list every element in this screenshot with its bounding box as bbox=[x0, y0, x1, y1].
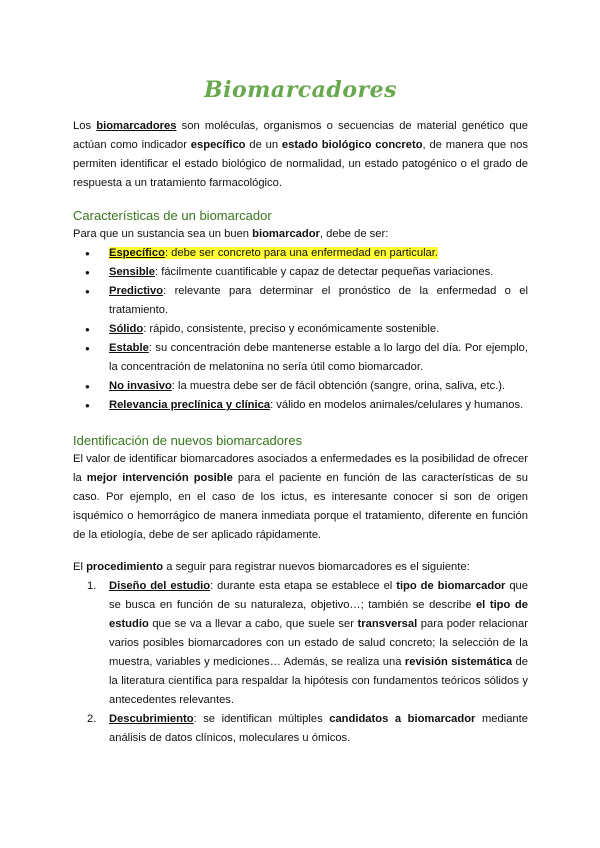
step-bold: tipo de biomarcador bbox=[396, 580, 506, 592]
procedure-steps bbox=[73, 577, 528, 748]
page-title: Biomarcadores bbox=[204, 77, 397, 103]
lead-bold: biomarcador bbox=[252, 228, 320, 240]
step-text: de la literatura científica para respaldar la hipótesis con fundamentos teóricos sólidos y antecedentes relevantes. bbox=[109, 656, 528, 706]
step-term: Diseño del estudio bbox=[109, 580, 211, 592]
step-term: Descubrimiento bbox=[109, 713, 194, 725]
list-item bbox=[73, 263, 528, 282]
step-text: para poder relacionar varios posibles biomarcadores con un estado de salud concreto; la selección de la muestra, variables y mediciones… Además, se realiza una bbox=[109, 618, 528, 668]
item-text: : rápido, consistente, preciso y económicamente sostenible. bbox=[143, 323, 440, 335]
step-text: que se busca en función de su naturaleza, objetivo…; también se describe bbox=[109, 580, 528, 611]
item-term: Específico bbox=[109, 247, 165, 259]
characteristics-lead bbox=[73, 225, 528, 244]
item-term: Estable bbox=[109, 342, 149, 354]
intro-term: biomarcadores bbox=[96, 120, 177, 132]
list-item bbox=[73, 377, 528, 396]
list-item bbox=[73, 244, 528, 263]
list-item bbox=[73, 320, 528, 339]
intro-text: son moléculas, organismos o secuencias de material genético que actúan como indicador bbox=[73, 120, 529, 151]
list-item bbox=[73, 339, 528, 377]
item-text: : su concentración debe mantenerse estable a lo largo del día. Por ejemplo, la concentración de melatonina no sería útil como biomarcador. bbox=[109, 342, 528, 373]
step-text: : durante esta etapa se establece el bbox=[210, 580, 397, 592]
step-text: que se va a llevar a cabo, que suele ser bbox=[148, 618, 358, 630]
step-bold: revisión sistemática bbox=[404, 656, 513, 668]
item-term: No invasivo bbox=[109, 380, 172, 392]
item-text: : debe ser concreto para una enfermedad en particular. bbox=[164, 247, 438, 259]
item-text: : la muestra debe ser de fácil obtención (sangre, orina, saliva, etc.). bbox=[171, 380, 506, 392]
procedure-lead bbox=[73, 558, 528, 577]
step-number: 2. bbox=[87, 713, 97, 725]
step-number: 1. bbox=[87, 580, 97, 592]
intro-text: Los bbox=[73, 120, 97, 132]
intro-bold: específico bbox=[190, 139, 246, 151]
list-item bbox=[73, 282, 528, 320]
step-text: mediante análisis de datos clínicos, moleculares u ómicos. bbox=[109, 713, 528, 744]
item-text: : fácilmente cuantificable y capaz de detectar pequeñas variaciones. bbox=[155, 266, 494, 278]
item-term: Predictivo bbox=[109, 285, 164, 297]
list-item bbox=[73, 396, 528, 415]
intro-text: , de manera que nos permiten identificar el estado biológico de normalidad, un estado patogénico o el grado de respuesta a un tratamiento farmacológico. bbox=[73, 139, 528, 189]
step-bold: candidatos a biomarcador bbox=[329, 713, 476, 725]
list-item bbox=[73, 577, 528, 710]
list-item bbox=[73, 710, 528, 748]
para-text: a seguir para registrar nuevos biomarcadores es el siguiente: bbox=[163, 561, 470, 573]
section-heading-identification: Identificación de nuevos biomarcadores bbox=[73, 433, 303, 448]
lead-text: , debe de ser: bbox=[319, 228, 389, 240]
item-term: Sólido bbox=[109, 323, 144, 335]
para-text: El bbox=[73, 561, 87, 573]
identification-paragraph bbox=[73, 450, 528, 545]
para-text: para el paciente en función de las características de su caso. Por ejemplo, en el caso de los ictus, es interesante conocer si son de origen isquémico o hemorrágico de manera inmediata porque el tratamiento, diferente en función de la etiología, debe de ser aplicado rápidamente. bbox=[73, 472, 528, 541]
item-text: : relevante para determinar el pronóstico de la enfermedad o el tratamiento. bbox=[109, 285, 528, 316]
para-bold: procedimiento bbox=[86, 561, 164, 573]
item-term: Relevancia preclínica y clínica bbox=[109, 399, 271, 411]
step-bold: transversal bbox=[357, 618, 418, 630]
intro-bold: estado biológico concreto bbox=[281, 139, 423, 151]
para-text: El valor de identificar biomarcadores asociados a enfermedades es la posibilidad de ofrecer la bbox=[73, 453, 528, 484]
characteristics-list bbox=[73, 244, 528, 415]
item-term: Sensible bbox=[109, 266, 156, 278]
item-text: : válido en modelos animales/celulares y humanos. bbox=[270, 399, 524, 411]
para-bold: mejor intervención posible bbox=[86, 472, 233, 484]
intro-paragraph bbox=[73, 117, 528, 193]
step-bold: el tipo de estudio bbox=[109, 599, 528, 630]
step-text: : se identifican múltiples bbox=[193, 713, 330, 725]
highlighted-item bbox=[109, 247, 438, 259]
intro-text: de un bbox=[245, 139, 282, 151]
lead-text: Para que un sustancia sea un buen bbox=[73, 228, 253, 240]
section-heading-characteristics: Características de un biomarcador bbox=[73, 208, 272, 223]
